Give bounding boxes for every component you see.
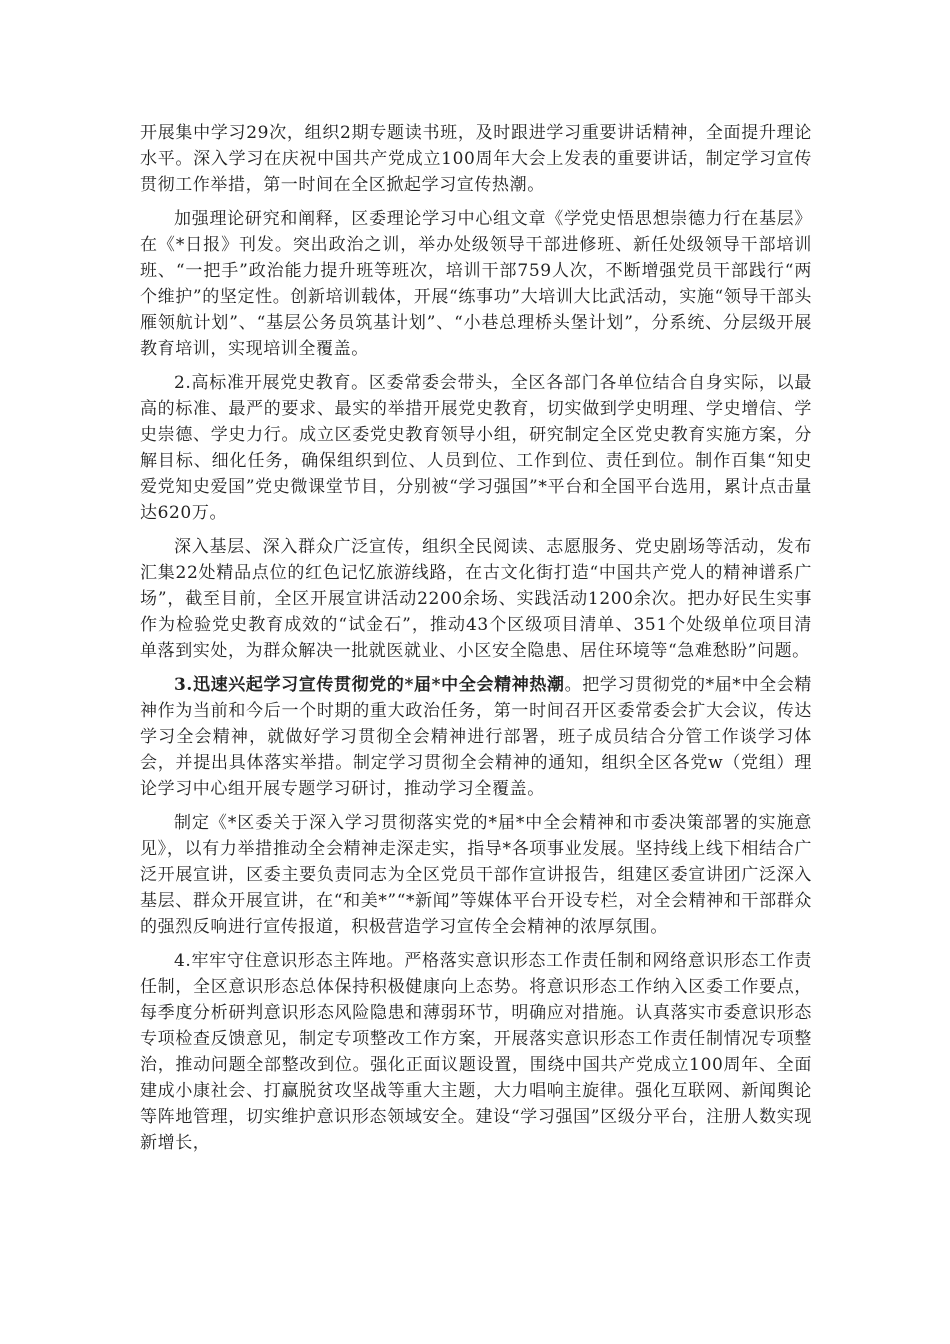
paragraph-grassroots-outreach: 深入基层、深入群众广泛宣传，组织全民阅读、志愿服务、党史剧场等活动，发布汇集22处精品点位的红色记忆旅游线路，在古文化街打造“中国共产党人的精神谱系广场”，截至目前，全区开展宣讲活动2200余场、实践活动1200余次。把办好民生实事作为检验党史教育成效的“试金石”，推动43个区级项目清单、351个处级单位项目清单落到实处，为群众解决一批就医就业、小区安全隐患、居住环境等“急难愁盼”问题。: [140, 537, 812, 661]
paragraph-body: 。把学习贯彻党的*届*中全会精神作为当前和今后一个时期的重大政治任务，第一时间召开区委常委会扩大会议，传达学习全会精神，就做好学习贯彻全会精神进行部署，班子成员结合分管工作谈学习体会，并提出具体落实举措。制定学习贯彻全会精神的通知，组织全区各党w（党组）理论学习中心组开展专题学习研讨，推动学习全覆盖。: [140, 675, 812, 799]
paragraph-plenary-session-study: [140, 672, 812, 802]
paragraph-ideology-front: 4.牢牢守住意识形态主阵地。严格落实意识形态工作责任制和网络意识形态工作责任制，全区意识形态总体保持积极健康向上态势。将意识形态工作纳入区委工作要点，每季度分析研判意识形态风险隐患和薄弱环节，明确应对措施。认真落实市委意识形态专项检查反馈意见，制定专项整改工作方案，开展落实意识形态工作责任制情况专项整治，推动问题全部整改到位。强化正面议题设置，围绕中国共产党成立100周年、全面建成小康社会、打赢脱贫攻坚战等重大主题，大力唱响主旋律。强化互联网、新闻舆论等阵地管理，切实维护意识形态领域安全。建设“学习强国”区级分平台，注册人数实现新增长，: [140, 951, 812, 1153]
section-heading: 3.迅速兴起学习宣传贯彻党的*届*中全会精神热潮: [174, 675, 565, 695]
paragraph-implementation-opinions: 制定《*区委关于深入学习贯彻落实党的*届*中全会精神和市委决策部署的实施意见》，以有力举措推动全会精神走深走实，指导*各项事业发展。坚持线上线下相结合广泛开展宣讲，区委主要负责同志为全区党员干部作宣讲报告，组建区委宣讲团广泛深入基层、群众开展宣讲，在“和美*”“*新闻”等媒体平台开设专栏，对全会精神和干部群众的强烈反响进行宣传报道，积极营造学习宣传全会精神的浓厚氛围。: [140, 813, 812, 937]
paragraph-study-continuation: 开展集中学习29次，组织2期专题读书班，及时跟进学习重要讲话精神，全面提升理论水平。深入学习在庆祝中国共产党成立100周年大会上发表的重要讲话，制定学习宣传贯彻工作举措，第一时间在全区掀起学习宣传热潮。: [140, 123, 812, 195]
paragraph-party-history-education: 2.高标准开展党史教育。区委常委会带头，全区各部门各单位结合自身实际，以最高的标准、最严的要求、最实的举措开展党史教育，切实做到学史明理、学史增信、学史崇德、学史力行。成立区委党史教育领导小组，研究制定全区党史教育实施方案，分解目标、细化任务，确保组织到位、人员到位、工作到位、责任到位。制作百集“知史爱党知史爱国”党史微课堂节目，分别被“学习强国”*平台和全国平台选用，累计点击量达620万。: [140, 373, 812, 523]
paragraph-theory-research: 加强理论研究和阐释，区委理论学习中心组文章《学党史悟思想崇德力行在基层》在《*日报》刊发。突出政治之训，举办处级领导干部进修班、新任处级领导干部培训班、“一把手”政治能力提升班等班次，培训干部759人次，不断增强党员干部践行“两个维护”的坚定性。创新培训载体，开展“练事功”大培训大比武活动，实施“领导干部头雁领航计划”、“基层公务员筑基计划”、“小巷总理桥头堡计划”，分系统、分层级开展教育培训，实现培训全覆盖。: [140, 209, 812, 359]
document-body: [140, 120, 812, 1164]
